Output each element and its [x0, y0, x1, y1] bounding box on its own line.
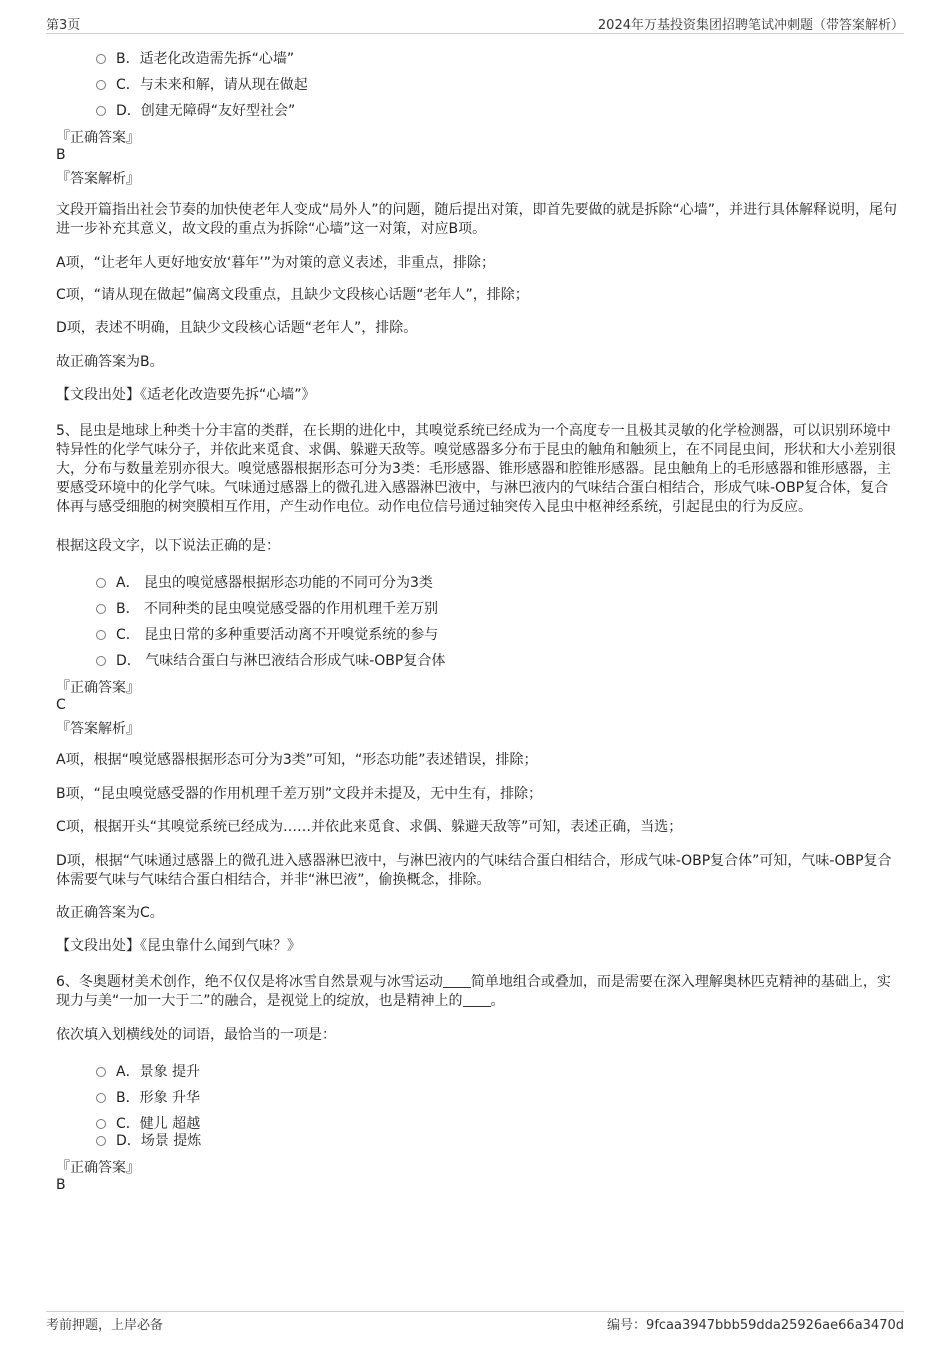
- radio-icon[interactable]: [96, 80, 106, 90]
- q4-analysis-d: D项，表述不明确，且缺少文段核心话题“老年人”，排除。: [56, 320, 418, 336]
- radio-icon[interactable]: [96, 1093, 106, 1103]
- q5-option-d[interactable]: [96, 650, 445, 670]
- blank-1: [443, 975, 471, 988]
- q4-analysis-c: C项，“请从现在做起”偏离文段重点，且缺少文段核心话题“老年人”，排除；: [56, 287, 529, 303]
- option-label: D． 气味结合蛋白与淋巴液结合形成气味-OBP复合体: [116, 653, 446, 669]
- q4-answer: B: [56, 147, 66, 163]
- option-label: A． 昆虫的嗅觉感器根据形态功能的不同可分为3类: [116, 575, 433, 591]
- q4-option-c[interactable]: [96, 74, 308, 94]
- radio-icon[interactable]: [96, 630, 106, 640]
- q6-stem-part3: 。: [490, 993, 505, 1009]
- q6-answer: B: [56, 1177, 66, 1193]
- q6-stem: [56, 973, 901, 1011]
- footer-divider: [46, 1311, 904, 1312]
- footer-slogan: 考前押题，上岸必备: [46, 1318, 164, 1333]
- page-number: 第3页: [46, 18, 81, 33]
- option-label: B．形象 升华: [116, 1090, 201, 1106]
- document-title: 2024年万基投资集团招聘笔试冲刺题（带答案解析）: [597, 18, 904, 33]
- q4-option-b[interactable]: [96, 48, 294, 68]
- q5-answer: C: [56, 697, 66, 713]
- radio-icon[interactable]: [96, 106, 106, 116]
- q6-answer-label: 『正确答案』: [56, 1160, 140, 1176]
- q5-option-a[interactable]: [96, 572, 433, 592]
- q5-option-c[interactable]: [96, 624, 438, 644]
- q5-analysis-a: A项，根据“嗅觉感器根据形态可分为3类”可知，“形态功能”表述错误，排除；: [56, 752, 538, 768]
- q5-answer-label: 『正确答案』: [56, 680, 140, 696]
- footer-serial: 编号：9fcaa3947bbb59dda25926ae66a3470d: [607, 1318, 904, 1333]
- q4-source: 【文段出处】《适老化改造要先拆“心墙”》: [56, 387, 316, 403]
- radio-icon[interactable]: [96, 604, 106, 614]
- radio-icon[interactable]: [96, 1119, 106, 1129]
- q5-stem: 5、昆虫是地球上种类十分丰富的类群，在长期的进化中，其嗅觉系统已经成为一个高度专一且极其灵敏的化学检测器，可以识别环境中特异性的化学气味分子，并依此来觅食、求偶、躲避天敌等。嗅觉感器多分布于昆虫的触角和触须上，在不同昆虫间，形状和大小差别很大，分布与数量差别亦很大。嗅觉感器根据形态可分为3类：毛形感器、锥形感器和腔锥形感器。昆虫触角上的毛形感器和锥形感器，主要感受环境中的化学气味。气味通过感器上的微孔进入感器淋巴液中，与淋巴液内的气味结合蛋白相结合，形成气味-OBP复合体，复合体再与感受细胞的树突膜相互作用，产生动作电位。动作电位信号通过轴突传入昆虫中枢神经系统，引起昆虫的行为反应。: [56, 423, 896, 515]
- option-label: C． 昆虫日常的多种重要活动离不开嗅觉系统的参与: [116, 627, 439, 643]
- option-label: C．与未来和解，请从现在做起: [116, 77, 308, 93]
- radio-icon[interactable]: [96, 1136, 106, 1146]
- radio-icon[interactable]: [96, 656, 106, 666]
- q4-analysis-a: A项，“让老年人更好地安放‘暮年’”为对策的意义表述，非重点，排除；: [56, 255, 495, 271]
- radio-icon[interactable]: [96, 578, 106, 588]
- option-label: B．适老化改造需先拆“心墙”: [116, 51, 295, 67]
- q5-source: 【文段出处】《昆虫靠什么闻到气味？》: [56, 938, 301, 954]
- option-label: D．创建无障碍“友好型社会”: [116, 103, 296, 119]
- radio-icon[interactable]: [96, 54, 106, 64]
- q6-prompt: 依次填入划横线处的词语，最恰当的一项是：: [56, 1027, 336, 1043]
- option-label: B． 不同种类的昆虫嗅觉感受器的作用机理千差万别: [116, 601, 439, 617]
- q6-stem-part1: 6、冬奥题材美术创作，绝不仅仅是将冰雪自然景观与冰雪运动: [56, 974, 443, 990]
- q5-conclusion: 故正确答案为C。: [56, 905, 164, 921]
- q5-analysis-b: B项，“昆虫嗅觉感受器的作用机理千差万别”文段并未提及，无中生有，排除；: [56, 786, 543, 802]
- q6-option-d[interactable]: [96, 1130, 201, 1150]
- q4-analysis-label: 『答案解析』: [56, 171, 140, 187]
- blank-2: [463, 994, 491, 1007]
- q5-prompt: 根据这段文字，以下说法正确的是：: [56, 538, 280, 554]
- q5-analysis-c: C项，根据开头“其嗅觉系统已经成为……并依此来觅食、求偶、躲避天敌等”可知，表述正确，当选；: [56, 819, 683, 835]
- q4-conclusion: 故正确答案为B。: [56, 354, 164, 370]
- q5-option-b[interactable]: [96, 598, 438, 618]
- q6-option-b[interactable]: [96, 1087, 200, 1107]
- option-label: A．景象 提升: [116, 1064, 201, 1080]
- q5-analysis-d: D项，根据“气味通过感器上的微孔进入感器淋巴液中，与淋巴液内的气味结合蛋白相结合，形成气味-OBP复合体”可知，气味-OBP复合体需要气味与气味结合蛋白相结合，并非“淋巴液”，偷换概念，排除。: [56, 853, 892, 888]
- q6-option-a[interactable]: [96, 1061, 200, 1081]
- q4-answer-label: 『正确答案』: [56, 130, 140, 146]
- q4-analysis-para: 文段开篇指出社会节奏的加快使老年人变成“局外人”的问题，随后提出对策，即首先要做的就是拆除“心墙”，并进行具体解释说明，尾句进一步补充其意义，故文段的重点为拆除“心墙”这一对策，对应B项。: [56, 202, 898, 237]
- q6-stem-part2: 简单地组合或叠加，而是需要在深入理解奥林匹克精神的基础上，实现力与美“一加一大于二”的融合，是视觉上的绽放，也是精神上的: [56, 974, 891, 1009]
- q5-analysis-label: 『答案解析』: [56, 721, 140, 737]
- header-divider: [46, 33, 904, 34]
- q4-option-d[interactable]: [96, 100, 295, 120]
- option-label: D．场景 提炼: [116, 1133, 202, 1149]
- radio-icon[interactable]: [96, 1067, 106, 1077]
- option-label: C．健儿 超越: [116, 1116, 201, 1132]
